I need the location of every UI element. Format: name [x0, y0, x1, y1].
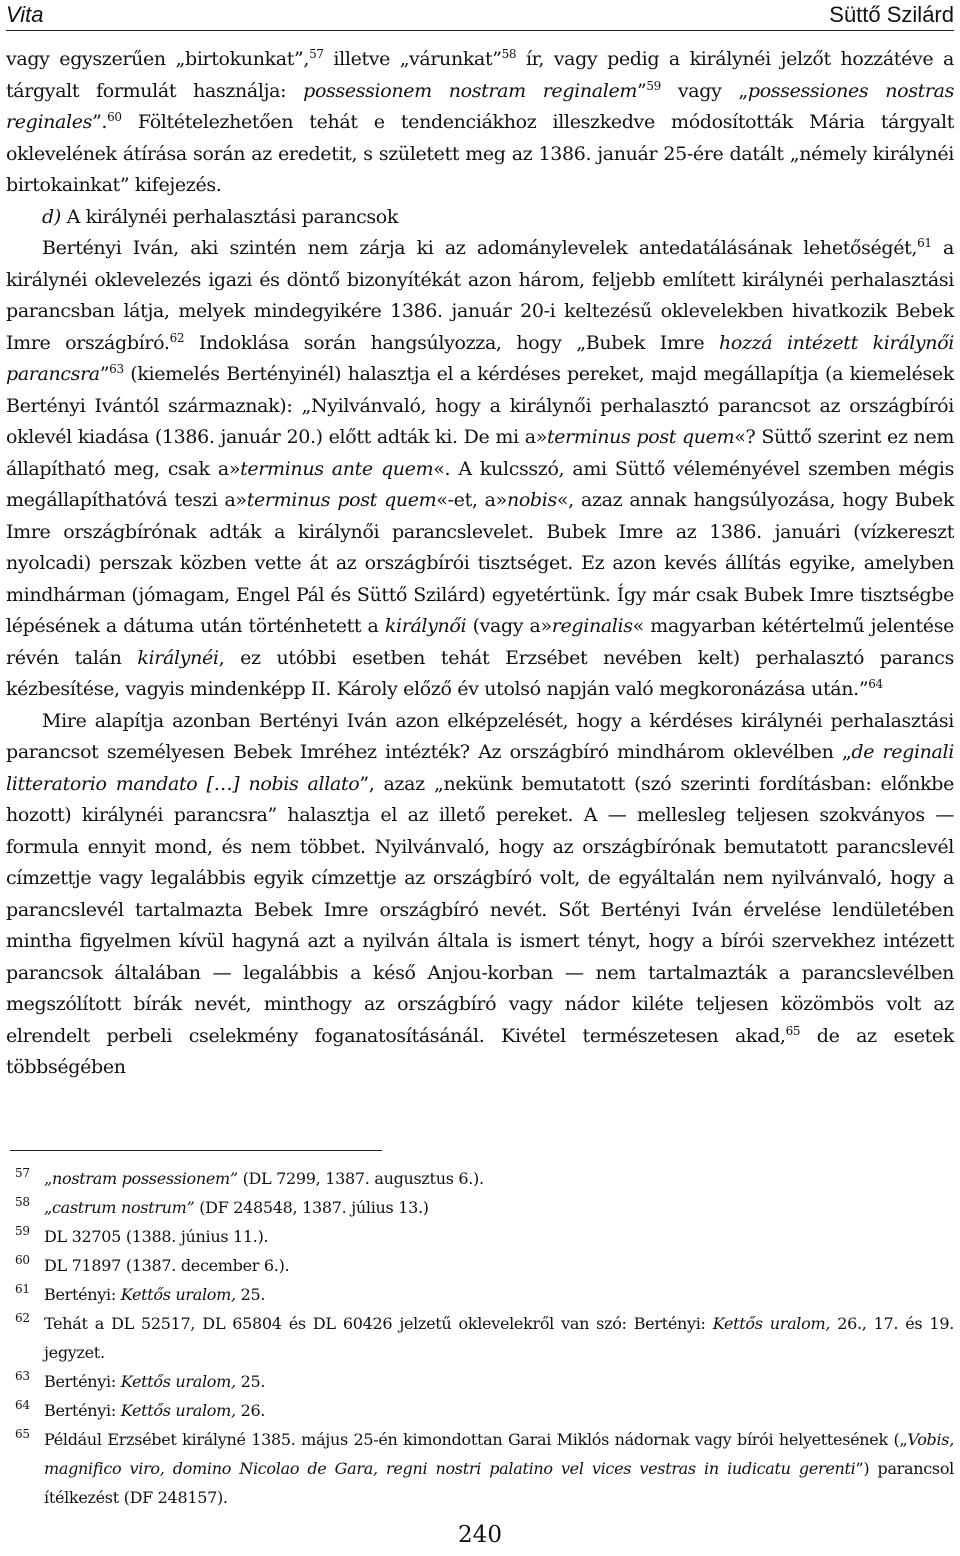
footnote-ref-58: 58 [501, 47, 517, 61]
footnote-ref-64: 64 [868, 677, 883, 691]
footnote-ref-63: 63 [109, 362, 124, 376]
paragraph-2: Bertényi Iván, aki szintén nem zárja ki az adománylevelek antedatálásának lehetőségét,$^{61}$ a királynéi oklevelezés igazi és döntő bizonyítékát azon három, feljebb említett királynéi perhalasztási parancsban látja, melyek mindegyikére 1386. január 20-i keltezésű oklevelekben hivatkozik Bebek Imre országbíró.$^{62}$ Indoklása során hangsúlyozza, hogy „Bubek Imre hozzá intézett királynői parancsra”$^{63}$ (kiemelés Bertényinél) halasztja el a kérdéses pereket, majd megállapítja (a kiemelések Bertényi Ivántól származnak): „Nyilvánvaló, hogy a királynői perhalasztó parancsot az országbírói oklevél kiadása (1386. január 20.) előtt adták ki. De mi a»terminus post quem«? Süttő szerint ez nem állapítható meg, csak a»terminus ante quem«. A kulcsszó, ami Süttő véleményével szemben mégis megállapíthatóvá teszi a»terminus post quem«-et, a»nobis«, azaz annak hangsúlyozása, hogy Bubek Imre országbírónak adták a királynői parancslevelet. Bubek Imre az 1386. januári (vízkereszt nyolcadi) perszak közben vette át az országbírói tisztséget. Ez azon kevés állítás egyike, amelyben mindhárman (jómagam, Engel Pál és Süttő Szilárd) egyetértünk. Így már csak Bubek Imre tisztségbe lépésének a dátuma után történhetett a királynői (vagy a»reginalis« magyarban kétértelmű jelentése révén talán királynéi, ez utóbbi esetben tehát Erzsébet nevében kelt) perhalasztó parancs kézbesítése, vagyis mindenképp II. Károly előző év utolsó napján való megkoronázása után.”$^{64}$ [6, 236, 955, 700]
header-section-title: Vita [6, 2, 44, 27]
section-title: A királynéi perhalasztási parancsok [60, 205, 399, 228]
footnote-ref-65: 65 [785, 1023, 801, 1038]
page-number: 240 [458, 1522, 502, 1548]
footnote-64: 64 Bertényi: Kettős uralom, 26. [15, 1398, 266, 1420]
footnote-65: 65 Például Erzsébet királyné 1385. május 25-én kimondottan Garai Miklós nádornak vagy bírói helyettesének („Vobis, magnifico viro, domino Nicolao de Gara, regni nostri palatino vel vices vestras in iudicatu gerenti”) parancsol ítélkezést (DF 248157). [15, 1427, 954, 1507]
paragraph-1: vagy egyszerűen „birtokunkat”,$^{57}$ illetve „várunkat”$^{58}$ ír, vagy pedig a királynéi jelzőt hozzátéve a tárgyalt formulát használja: possessionem nostram reginalem”$^{59}$ vagy „possessiones nostras reginales”.$^{60}$ Föltételezhetően tehát e tendenciákhoz illeszkedve módosították Mária tárgyalt oklevelének átírása során az eredetit, s született meg az 1386. január 25-ére datált „némely királynéi birtokainkat” kifejezés. [6, 47, 954, 196]
running-header [6, 0, 954, 31]
footnote-ref-62: 62 [169, 330, 185, 345]
footnote-57: 57 „nostram possessionem” (DL 7299, 1387. augusztus 6.). [15, 1166, 484, 1188]
footnote-63: 63 Bertényi: Kettős uralom, 25. [15, 1369, 266, 1391]
footnotes [6, 1164, 954, 1512]
footnote-ref-61: 61 [917, 236, 932, 250]
footnote-separator [10, 1150, 382, 1151]
paragraph-3: Mire alapítja azonban Bertényi Iván azon elképzelését, hogy a kérdéses királynéi perhalasztási parancsot személyesen Bebek Imréhez intézték? Az országbíró mindhárom oklevélben „de reginali litteratorio mandato […] nobis allato”, azaz „nekünk bemutatott (szó szerinti fordításban: előnkbe hozott) királynéi parancsra” halasztja el az illető pereket. A — mellesleg teljesen szokványos — formula ennyit mond, és nem többet. Nyilvánvaló, hogy az országbírónak bemutatott parancslevél címzettje vagy legalábbis egyik címzettje az országbíró volt, de egyáltalán nem nyilvánvaló, hogy a parancslevél tartalmazta Bebek Imre országbíró nevét. Sőt Bertényi Iván érvelése lendületében mintha figyelmen kívül hagyná azt a nyilván általa is ismert tényt, hogy a bírói szervekhez intézett parancsok általában — legalábbis a késő Anjou-korban — nem tartalmazták a parancslevélben megszólított bírák nevét, minthogy az országbíró vagy nádor kiléte teljesen közömbös volt az elrendelt perbeli cselekmény foganatosításánál. Kivétel természetesen akad,$^{65}$ de az esetek többségében [6, 709, 954, 1078]
footnote-59: 59 DL 32705 (1388. június 11.). [15, 1224, 269, 1246]
header-author: Süttő Szilárd [829, 2, 954, 27]
section-heading [6, 202, 954, 234]
footnote-61: 61 Bertényi: Kettős uralom, 25. [15, 1282, 266, 1304]
footnote-60: 60 DL 71897 (1387. december 6.). [15, 1253, 290, 1275]
section-label: d) [42, 205, 61, 228]
footnote-ref-60: 60 [107, 110, 122, 124]
main-text [6, 44, 954, 1084]
footnote-ref-59: 59 [646, 78, 661, 93]
footnote-58: 58 „castrum nostrum” (DF 248548, 1387. július 13.) [15, 1195, 429, 1217]
footnote-ref-57: 57 [309, 47, 324, 61]
footnote-62: 62 Tehát a DL 52517, DL 65804 és DL 60426 jelzetű oklevelekről van szó: Bertényi: Kettős uralom, 26., 17. és 19. jegyzet. [15, 1311, 954, 1362]
